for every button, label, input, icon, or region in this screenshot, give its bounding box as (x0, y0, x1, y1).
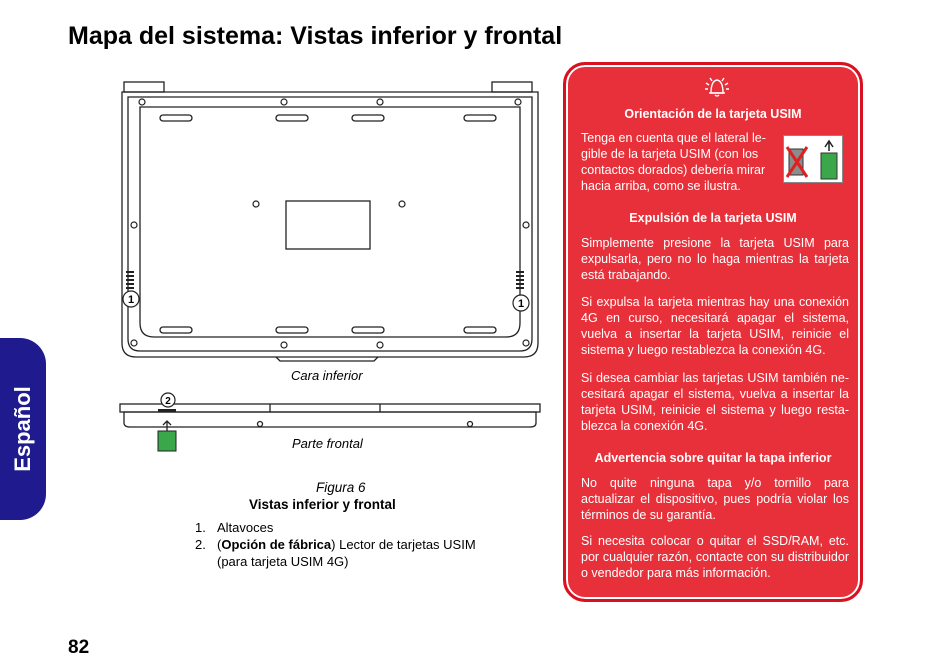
svg-text:1: 1 (517, 298, 525, 310)
section-heading: Advertencia sobre quitar la tapa inferior (594, 451, 832, 465)
section-paragraph: Tenga en cuenta que el lateral le-gible de la tarjeta USIM (con los contactos dorados) debería mirar hacia arriba, como se ilustra. (581, 131, 766, 193)
figure-label: Figura 6 (316, 480, 366, 495)
language-tab-label: Español (10, 386, 35, 472)
speaker-callout-right (513, 295, 529, 311)
section-heading: Orientación de la tarjeta USIM (624, 107, 802, 121)
page-number: 82 (68, 637, 90, 658)
svg-text:1: 1 (127, 294, 135, 306)
language-tab (0, 338, 46, 520)
legend-item: 1. Altavoces (195, 520, 274, 535)
speaker-callout-left (123, 291, 139, 307)
section-paragraph: Simplemente presione la tarjeta USIM para expulsarla, pero no lo haga mientras la tarjeta está trabajando. (581, 236, 849, 282)
section-paragraph: Si desea cambiar las tarjetas USIM también ne-cesitará apagar el sistema, vuelva a insertar la tarjeta USIM, reinicie el sistema y luego resta-blezca la conexión 4G. (581, 371, 849, 433)
front-view-drawing (120, 404, 540, 427)
bottom-view-drawing (110, 75, 550, 465)
usim-orientation-illustration (783, 135, 843, 183)
legend-item: 2. (Opción de fábrica) Lector de tarjetas USIM (para tarjeta USIM 4G) (195, 537, 476, 569)
svg-text:2: 2 (165, 396, 171, 407)
usim-note-box (563, 62, 863, 602)
figure-legend (195, 519, 477, 570)
section-paragraph: Si necesita colocar o quitar el SSD/RAM, etc. por cualquier razón, contacte con su distribuidor o vendedor para más información. (581, 534, 849, 580)
section-paragraph: Si expulsa la tarjeta mientras hay una conexión 4G en curso, necesitará apagar el sistema, vuelva a insertar la tarjeta USIM, reinicie el sistema y luego restablezca la conexión 4G. (581, 295, 849, 357)
section-paragraph: No quite ninguna tapa y/o tornillo para actualizar el dispositivo, pues podría violar los términos de su garantía. (581, 476, 849, 522)
usim-card-icon (158, 421, 176, 451)
page-title: Mapa del sistema: Vistas inferior y frontal (68, 22, 563, 50)
usim-callout (161, 393, 175, 407)
caption-front-view: Parte frontal (292, 436, 363, 451)
section-heading: Expulsión de la tarjeta USIM (629, 211, 797, 225)
caption-bottom-view: Cara inferior (291, 368, 363, 383)
figure-title: Vistas inferior y frontal (249, 497, 396, 512)
bell-alert-icon (702, 75, 732, 97)
